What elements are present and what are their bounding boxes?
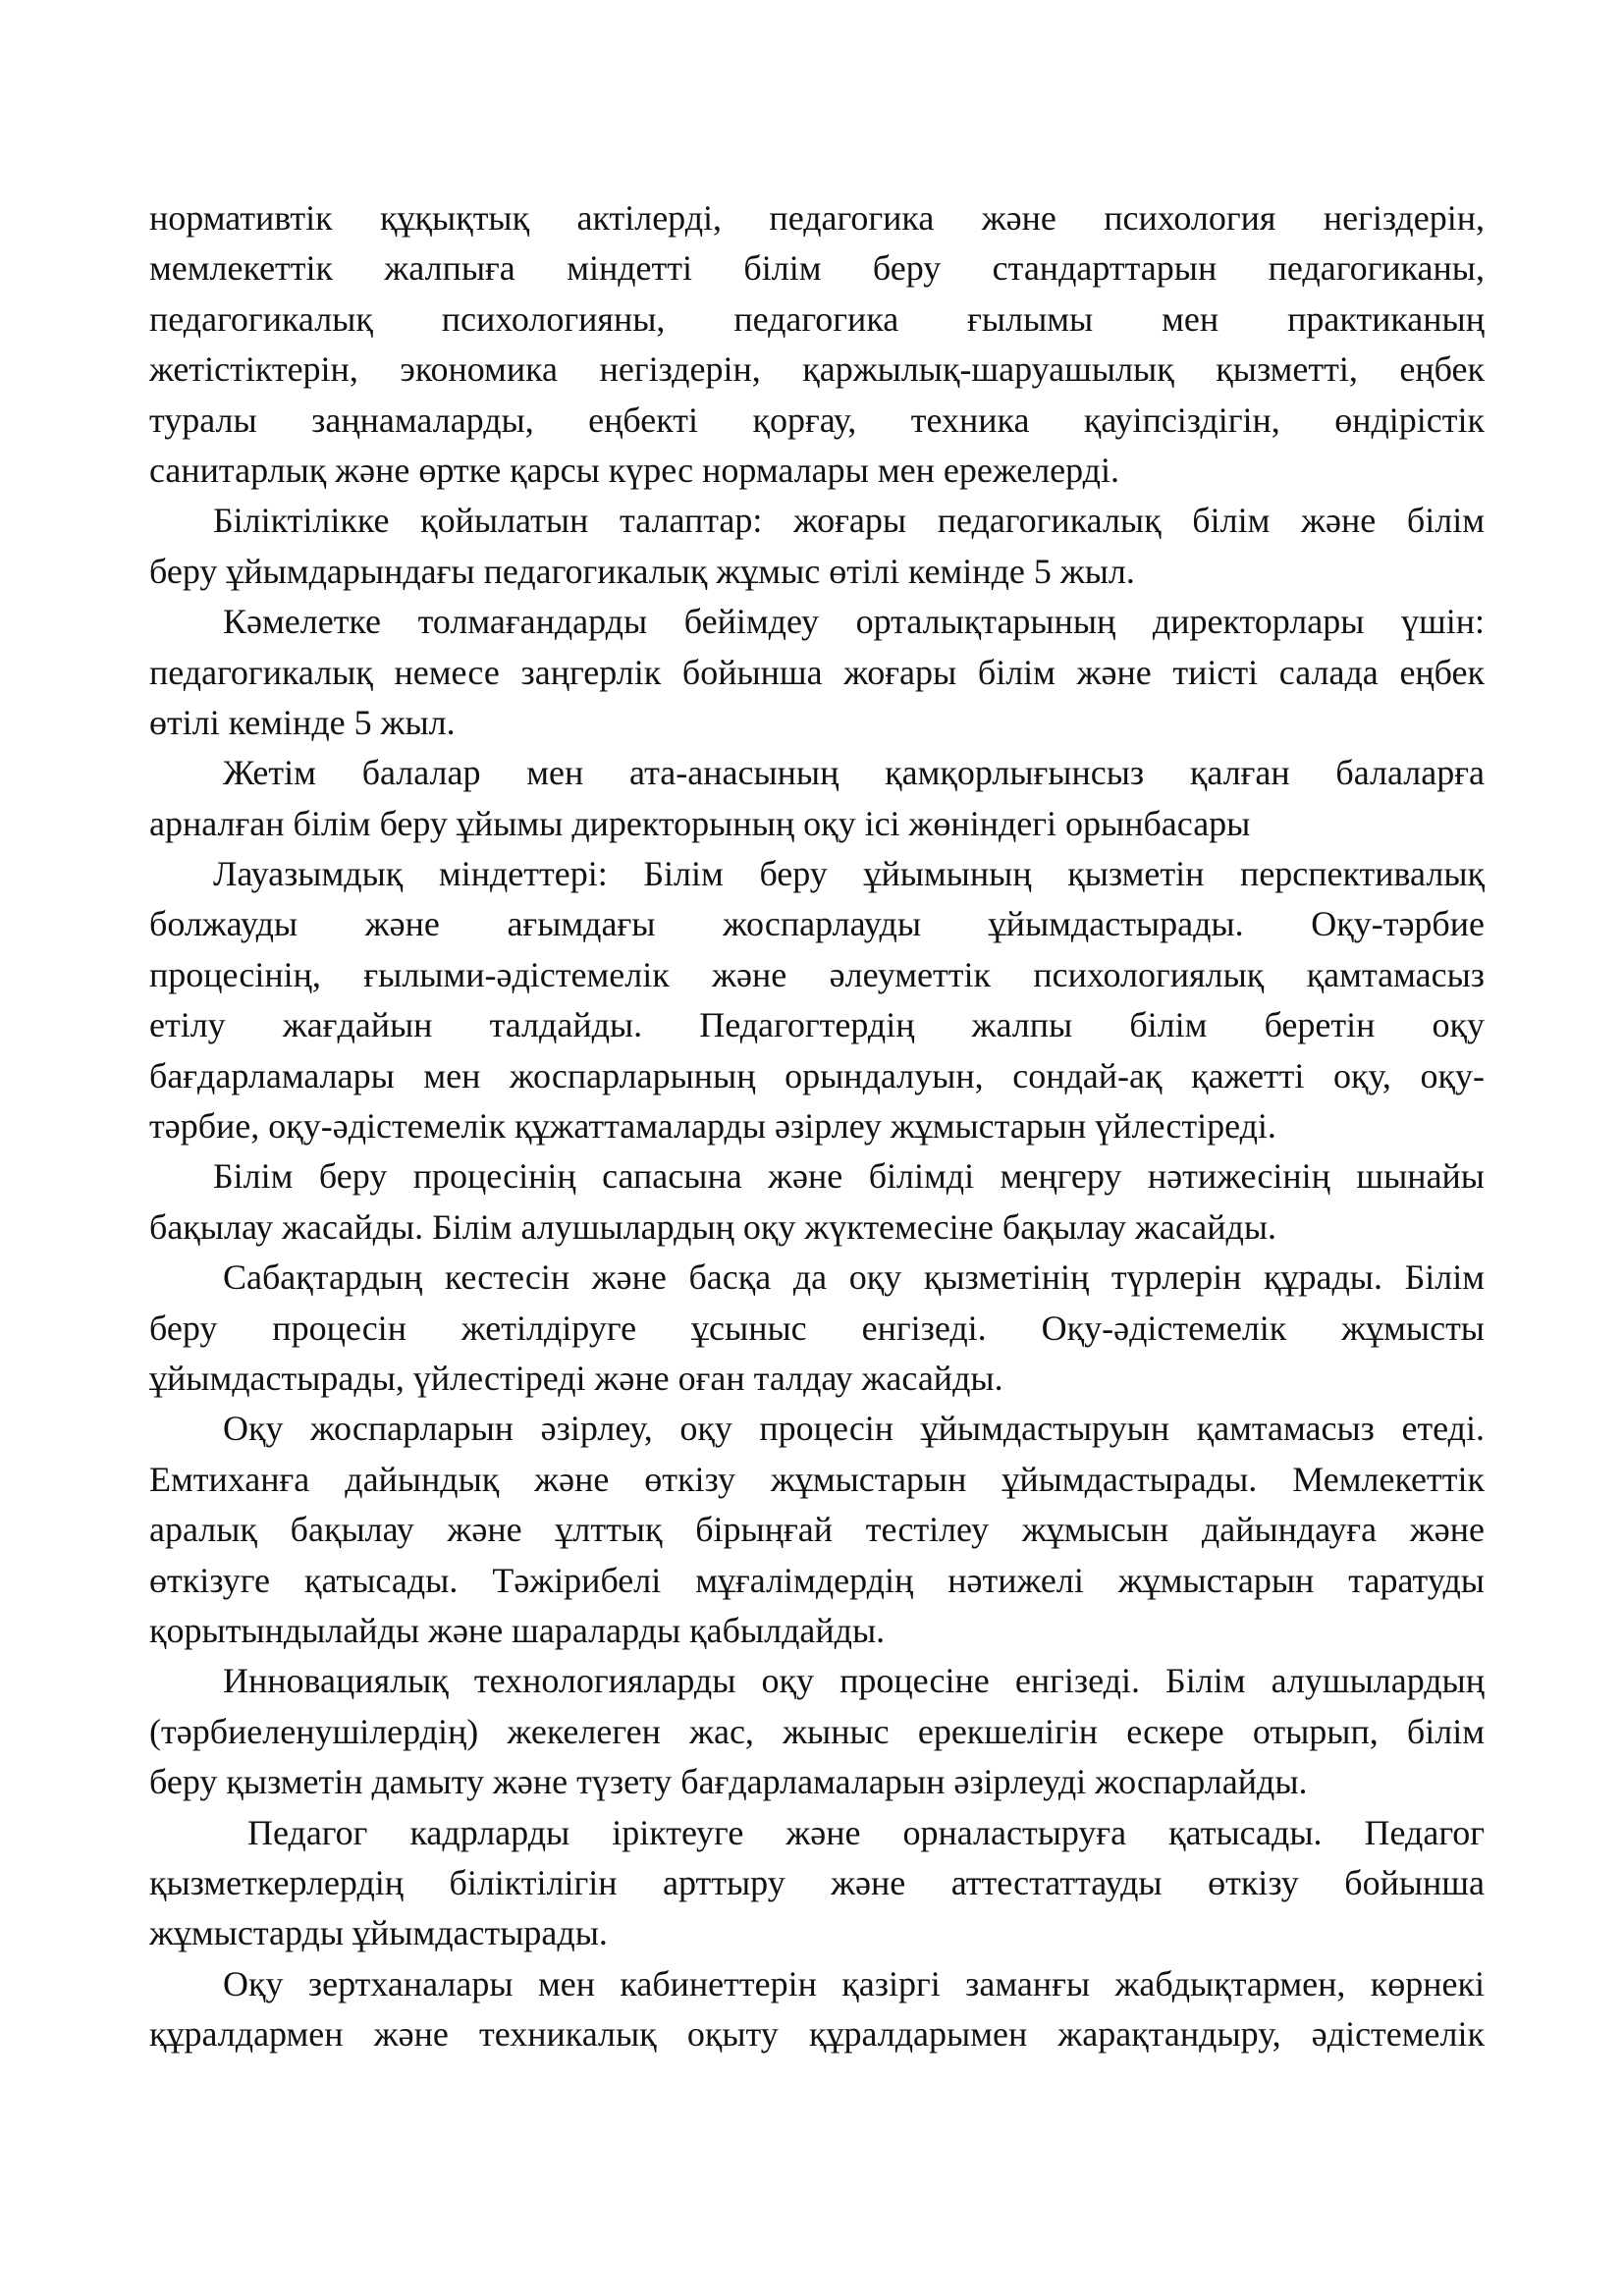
paragraph (149, 849, 1485, 1151)
text-line: Лауазымдық міндеттері: Білім беру ұйымының қызметін перспективалық (213, 854, 1485, 894)
paragraph (149, 1404, 1485, 1656)
text-line: өтілі кемінде 5 жыл. (149, 702, 456, 742)
text-line: жетістіктерін, экономика негіздерін, қаржылық-шаруашылық қызметті, еңбек (149, 349, 1485, 390)
text-line: Педагог кадрларды іріктеуге және орналастыруға қатысады. Педагог (247, 1812, 1485, 1852)
paragraph (149, 1808, 1485, 1959)
paragraph (149, 1656, 1485, 1807)
text-line: беру процесін жетілдіруге ұсыныс енгізеді. Оқу-әдістемелік жұмысты (149, 1308, 1485, 1348)
text-line: Біліктілікке қойылатын талаптар: жоғары педагогикалық білім және білім (213, 501, 1485, 541)
text-line: арналған білім беру ұйымы директорының оқу ісі жөніндегі орынбасары (149, 803, 1251, 843)
paragraph (149, 748, 1485, 849)
text-line: мемлекеттік жалпыға міндетті білім беру стандарттарын педагогиканы, (149, 248, 1485, 289)
text-line: санитарлық және өртке қарсы күрес нормалары мен ережелерді. (149, 450, 1119, 490)
text-line: туралы заңнамаларды, еңбекті қорғау, техника қауіпсіздігін, өндірістік (149, 400, 1485, 440)
text-line: қорытындылайды және шараларды қабылдайды. (149, 1610, 886, 1650)
text-line: ұйымдастырады, үйлестіреді және оған талдау жасайды. (149, 1358, 1003, 1398)
text-line: беру ұйымдарындағы педагогикалық жұмыс өтілі кемінде 5 жыл. (149, 551, 1135, 591)
paragraph (149, 597, 1485, 748)
text-line: болжауды және ағымдағы жоспарлауды ұйымдастырады. Оқу-тәрбие (149, 904, 1485, 944)
text-line: аралық бақылау және ұлттық бірыңғай тестілеу жұмысын дайындауға және (149, 1510, 1485, 1550)
text-line: Кәмелетке толмағандарды бейімдеу орталықтарының директорлары үшін: (223, 602, 1485, 642)
text-line: (тәрбиеленушілердің) жекелеген жас, жыныс ерекшелігін ескере отырып, білім (149, 1711, 1485, 1751)
paragraph (149, 496, 1485, 597)
text-line: жұмыстарды ұйымдастырады. (149, 1913, 608, 1953)
text-line: құралдармен және техникалық оқыту құралдарымен жарақтандыру, әдістемелік (149, 2014, 1485, 2055)
paragraph (149, 1151, 1485, 1253)
text-line: қызметкерлердің біліктілігін арттыру және аттестаттауды өткізу бойынша (149, 1862, 1485, 1902)
paragraph (149, 1253, 1485, 1404)
text-line: Емтиханға дайындық және өткізу жұмыстарын ұйымдастырады. Мемлекеттік (149, 1459, 1485, 1499)
text-line: Жетім балалар мен ата-анасының қамқорлығынсыз қалған балаларға (223, 753, 1485, 793)
text-line: өткізуге қатысады. Тәжірибелі мұғалімдердің нәтижелі жұмыстарын таратуды (149, 1560, 1485, 1600)
text-line: нормативтік құқықтық актілерді, педагогика және психология негіздерін, (149, 198, 1485, 238)
text-line: бақылау жасайды. Білім алушылардың оқу жүктемесіне бақылау жасайды. (149, 1206, 1277, 1247)
paragraph (149, 193, 1485, 496)
text-line: Оқу жоспарларын әзірлеу, оқу процесін ұйымдастыруын қамтамасыз етеді. (223, 1409, 1485, 1449)
text-line: Білім беру процесінің сапасына және білімді меңгеру нәтижесінің шынайы (213, 1156, 1485, 1197)
text-line: тәрбие, оқу-әдістемелік құжаттамаларды әзірлеу жұмыстарын үйлестіреді. (149, 1106, 1276, 1147)
text-line: етілу жағдайын талдайды. Педагогтердің жалпы білім беретін оқу (149, 1005, 1485, 1045)
text-line: процесінің, ғылыми-әдістемелік және әлеуметтік психологиялық қамтамасыз (149, 954, 1485, 994)
text-line: педагогикалық психологияны, педагогика ғылымы мен практиканың (149, 298, 1485, 339)
text-line: Сабақтардың кестесін және басқа да оқу қызметінің түрлерін құрады. Білім (223, 1257, 1485, 1298)
text-line: Оқу зертханалары мен кабинеттерін қазіргі заманғы жабдықтармен, көрнекі (223, 1963, 1485, 2003)
text-line: педагогикалық немесе заңгерлік бойынша жоғары білім және тиісті салада еңбек (149, 652, 1485, 692)
document-page (149, 193, 1485, 2059)
text-line: бағдарламалары мен жоспарларының орындалуын, сондай-ақ қажетті оқу, оқу- (149, 1055, 1485, 1095)
text-line: беру қызметін дамыту және түзету бағдарламаларын әзірлеуді жоспарлайды. (149, 1762, 1308, 1802)
paragraph (149, 1959, 1485, 2060)
text-line: Инновациялық технологияларды оқу процесіне енгізеді. Білім алушылардың (223, 1661, 1485, 1701)
